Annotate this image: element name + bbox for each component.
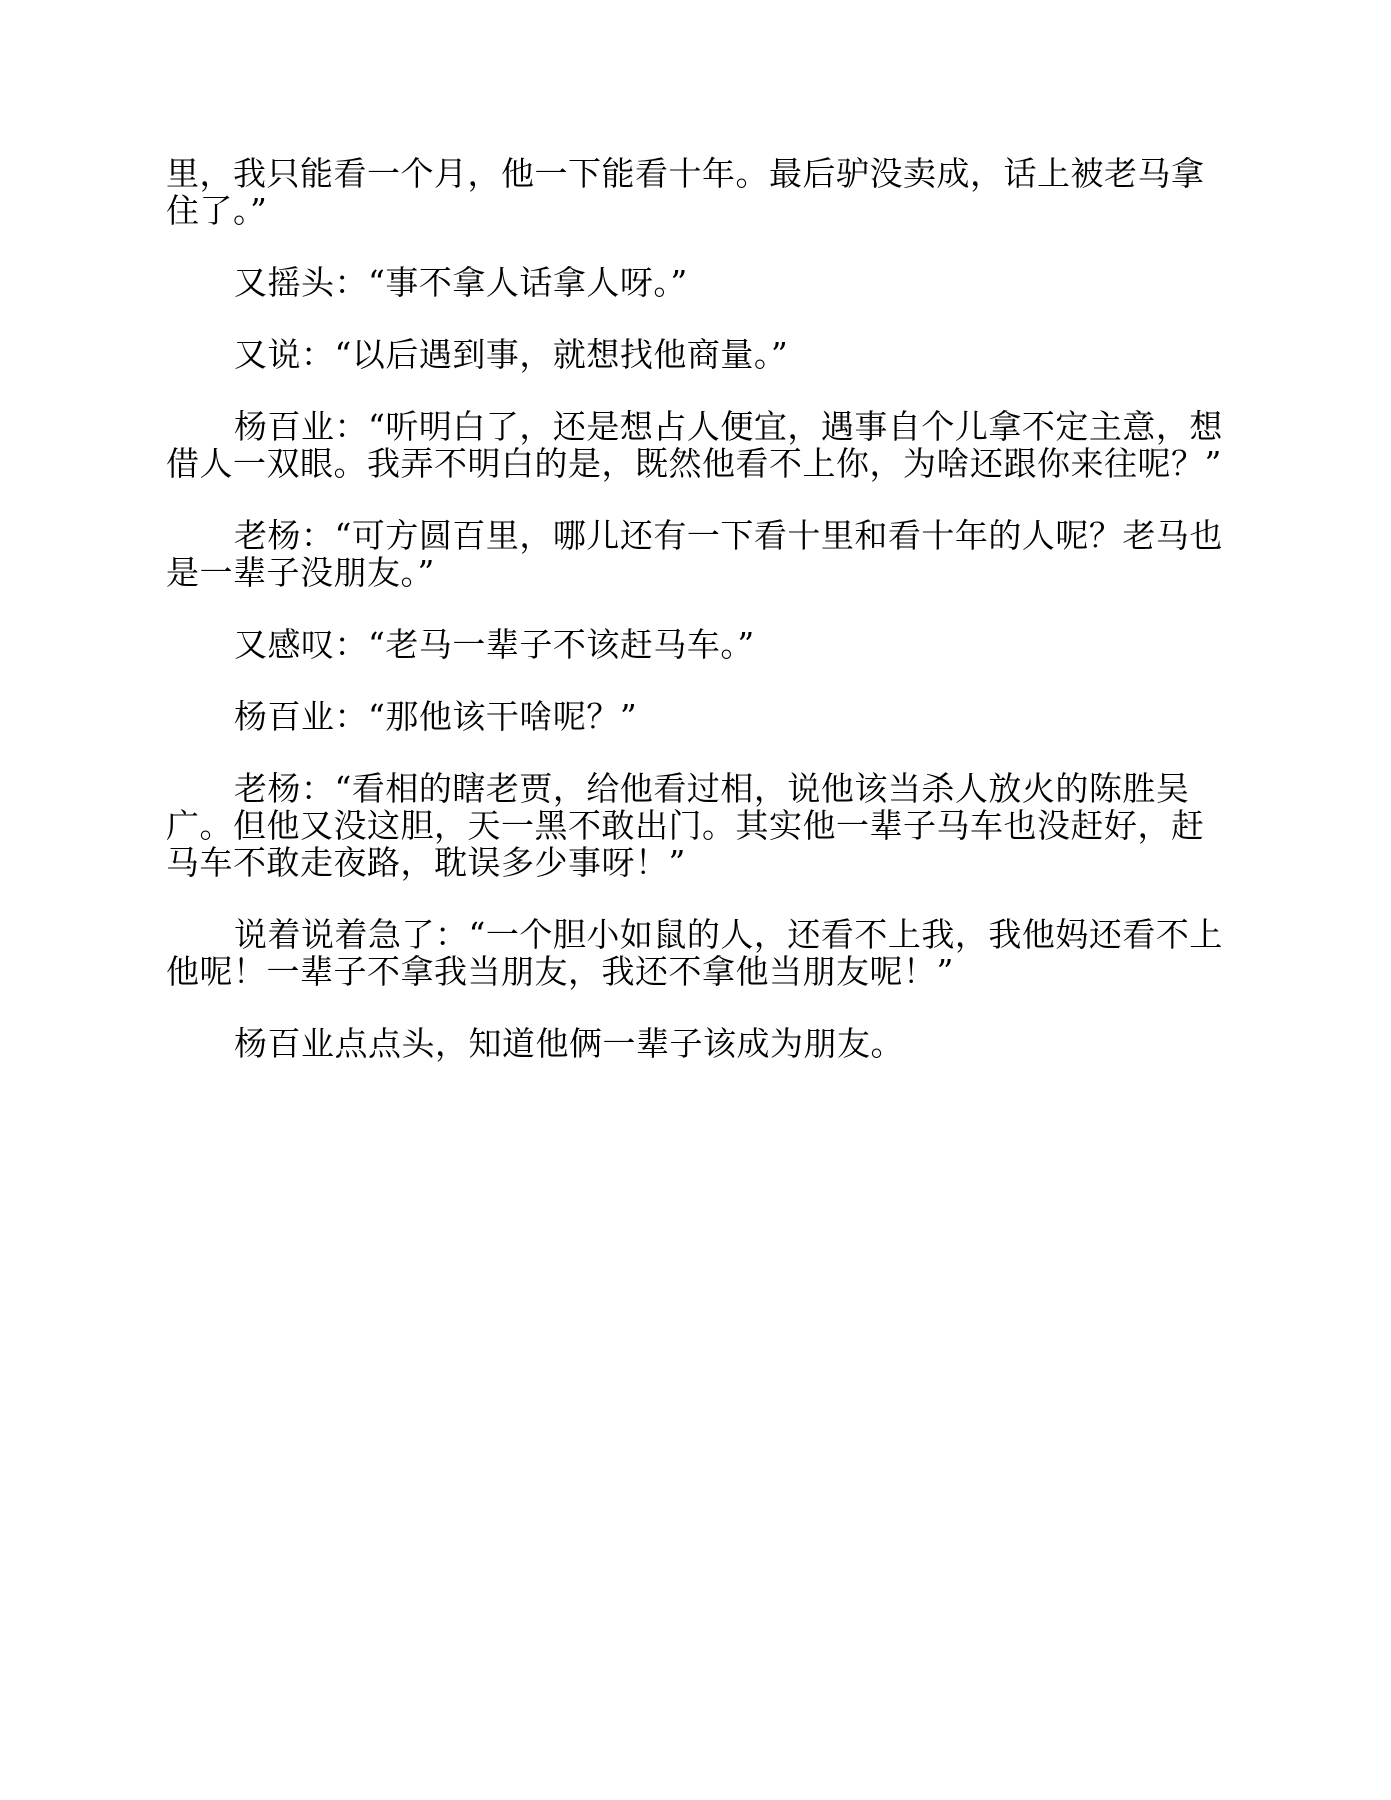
paragraph: 杨百业：“听明白了，还是想占人便宜，遇事自个儿拿不定主意，想借人一双眼。我弄不明白的是，既然他看不上你，为啥还跟你来往呢？” xyxy=(166,407,1223,483)
paragraph: 说着说着急了：“一个胆小如鼠的人，还看不上我，我他妈还看不上他呢！一辈子不拿我当朋友，我还不拿他当朋友呢！” xyxy=(166,915,1223,991)
paragraph: 又说：“以后遇到事，就想找他商量。” xyxy=(234,335,789,374)
paragraph: 又摇头：“事不拿人话拿人呀。” xyxy=(234,263,688,302)
paragraph: 老杨：“看相的瞎老贾，给他看过相，说他该当杀人放火的陈胜吴广。但他又没这胆，天一黑不敢出门。其实他一辈子马车也没赶好，赶马车不敢走夜路，耽误多少事呀！” xyxy=(166,769,1205,882)
paragraph: 老杨：“可方圆百里，哪儿还有一下看十里和看十年的人呢？老马也是一辈子没朋友。” xyxy=(166,516,1223,592)
paragraph: 杨百业点点头，知道他俩一辈子该成为朋友。 xyxy=(234,1024,904,1063)
paragraph: 杨百业：“那他该干啥呢？” xyxy=(234,697,638,736)
paragraph-continuation: 里，我只能看一个月，他一下能看十年。最后驴没卖成，话上被老马拿住了。” xyxy=(166,154,1205,230)
body-text xyxy=(166,155,1236,1097)
paragraph: 又感叹：“老马一辈子不该赶马车。” xyxy=(234,625,755,664)
